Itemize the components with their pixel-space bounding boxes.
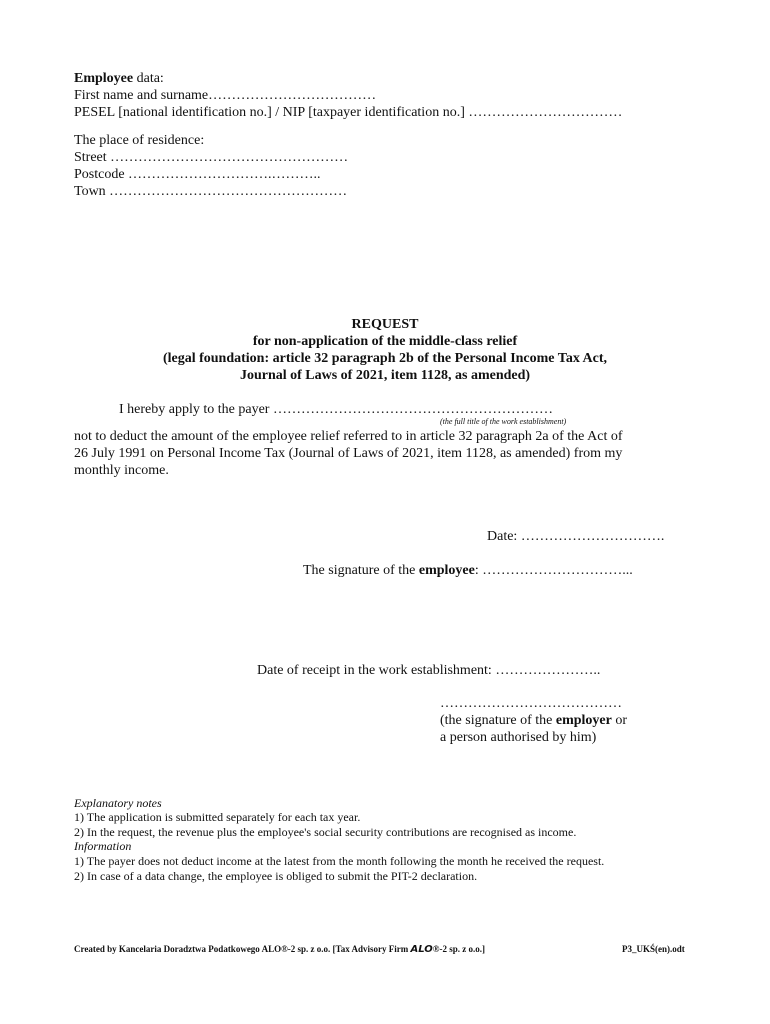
information-2: 2) In case of a data change, the employee is obliged to submit the PIT-2 declaration. [74, 869, 478, 883]
employee-signature-field [303, 562, 633, 579]
date-field: Date: …………………………. [487, 529, 665, 544]
employee-heading-rest: data: [133, 71, 164, 86]
request-journal-reference: Journal of Laws of 2021, item 1128, as amended) [239, 368, 531, 383]
information-heading: Information [74, 839, 132, 853]
body-text-line-1: not to deduct the amount of the employee relief referred to in article 32 paragraph 2a of the Act of [74, 429, 623, 444]
employer-signature-caption [440, 712, 627, 729]
alo-logo-suffix: ®-2 [432, 944, 447, 954]
employer-caption-bold: employer [555, 713, 612, 728]
employee-data-heading [74, 70, 164, 87]
employee-signature-bold: employee [418, 563, 475, 578]
note-1: 1) The application is submitted separately for each tax year. [74, 810, 361, 824]
request-title: REQUEST [351, 317, 419, 332]
explanatory-notes-heading: Explanatory notes [74, 796, 162, 810]
request-legal-foundation: (legal foundation: article 32 paragraph 2b of the Personal Income Tax Act, [162, 351, 608, 366]
footer-created-by [74, 944, 485, 955]
note-2: 2) In the request, the revenue plus the employee's social security contributions are recognised as income. [74, 825, 577, 839]
employer-signature-dots: ………………………………… [440, 696, 622, 711]
town-field: Town …………………………………………… [74, 184, 348, 199]
body-text-line-2: 26 July 1991 on Personal Income Tax (Journal of Laws of 2021, item 1128, as amended) from my [74, 446, 623, 461]
residence-heading: The place of residence: [74, 133, 205, 148]
employee-signature-post: : …………………………... [474, 563, 633, 578]
employer-caption-line-2: a person authorised by him) [440, 730, 597, 745]
receipt-date-field: Date of receipt in the work establishment: ………………….. [257, 663, 601, 678]
information-1: 1) The payer does not deduct income at the latest from the month following the month he received the request. [74, 854, 605, 868]
pesel-nip-field: PESEL [national identification no.] / NIP [taxpayer identification no.] …………………………… [74, 105, 623, 120]
employee-signature-pre: The signature of the [303, 563, 419, 578]
footer-created-pre: Created by Kancelaria Doradztwa Podatkowego ALO®-2 sp. z o.o. [Tax Advisory Firm [74, 944, 411, 954]
footer-document-id: P3_UKŚ(en).odt [622, 944, 685, 954]
apply-to-payer-line: I hereby apply to the payer …………………………………………………… [119, 402, 553, 417]
first-name-surname-field: First name and surname……………………………… [74, 88, 377, 103]
employer-caption-post: or [611, 713, 628, 728]
postcode-field: Postcode ………………………….……….. [74, 167, 321, 182]
employer-caption-pre: (the signature of the [440, 713, 556, 728]
street-field: Street …………………………………………… [74, 150, 349, 165]
employee-heading-bold: Employee [74, 71, 134, 86]
request-subtitle: for non-application of the middle-class relief [252, 334, 518, 349]
payer-caption: (the full title of the work establishment) [440, 417, 567, 426]
alo-logo-mark: ALO [410, 944, 433, 955]
footer-created-post: sp. z o.o.] [446, 944, 485, 954]
body-text-line-3: monthly income. [74, 463, 169, 478]
